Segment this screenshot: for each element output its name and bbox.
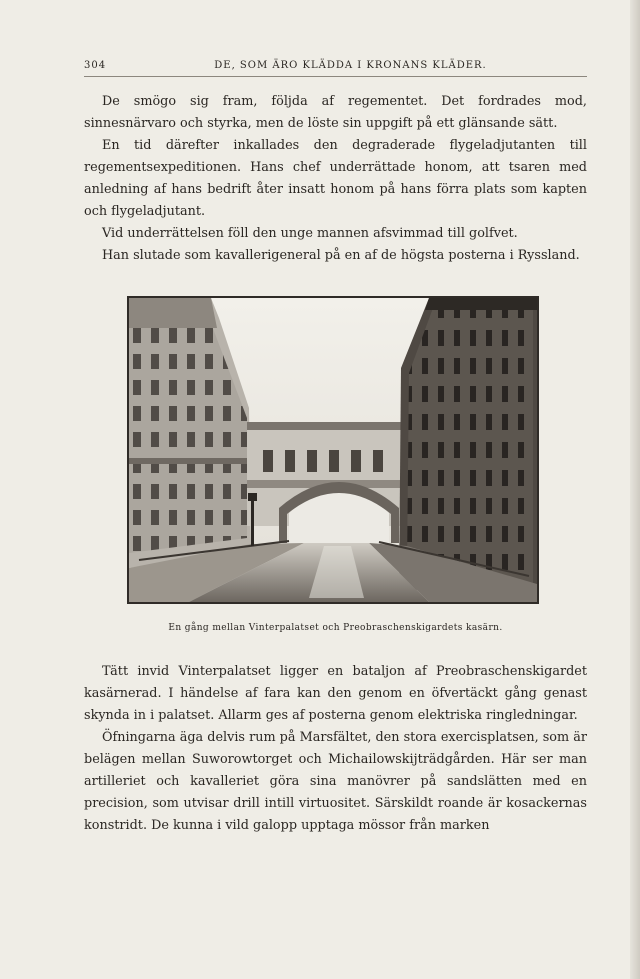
paragraph: Vid underrättelsen föll den unge mannen afsvimmad till golfvet.: [102, 226, 518, 241]
running-header: [84, 60, 587, 77]
figure-caption: En gång mellan Vinterpalatset och Preobraschenskigardets kasärn.: [168, 623, 503, 633]
canal-photograph: [127, 296, 539, 604]
page-number: 304: [84, 60, 107, 71]
paragraph: De smögo sig fram, följda af regementet. Det fordrades mod, sinnesnärvaro och styrka, men de löste sin uppgift på ett glänsande sätt.: [84, 94, 587, 131]
page-edge: [630, 0, 640, 979]
paragraph: Tätt invid Vinterpalatset ligger en bataljon af Preobraschenskigardet kasärnerad. I händelse af fara kan den genom en öfvertäckt gång genast skynda in i palatset. Allarm ges af posterna genom elektriska ringledningar.: [84, 664, 587, 723]
bottom-text-block: [84, 661, 587, 837]
paragraph: En tid därefter inkallades den degraderade flygeladjutanten till regementsexpeditionen. Hans chef underrättade honom, att tsaren med anledning af hans bedrift åter insatt honom på hans förra plats som kapten och flygeladjutant.: [84, 138, 587, 219]
paragraph: Öfningarna äga delvis rum på Marsfältet, den stora exercisplatsen, som är belägen mellan Suworowtorget och Michailowskijträdgården. Här ser man artilleriet och kavalleriet göra sina manövrer på sandslätten med en precision, som utvisar drill intill virtuositet. Särskildt roande är kosackernas konstridt. De kunna i vild galopp upptaga mössor från marken: [84, 730, 587, 833]
top-text-block: [84, 91, 587, 267]
canal-photo-illustration: [129, 298, 537, 602]
running-title: DE, SOM ÄRO KLÄDDA I KRONANS KLÄDER.: [214, 60, 487, 71]
paragraph: Han slutade som kavallerigeneral på en af de högsta posterna i Ryssland.: [102, 248, 580, 263]
